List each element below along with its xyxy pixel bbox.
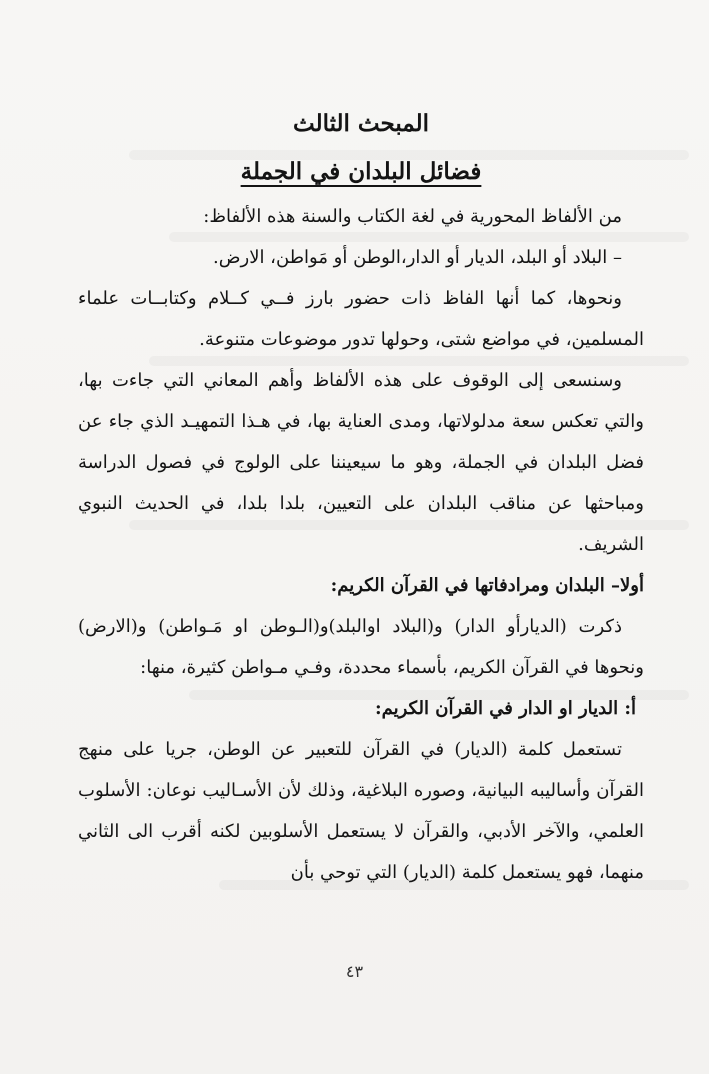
heading-quran-lands: أولا– البلدان ومرادفاتها في القرآن الكريم: bbox=[330, 575, 644, 596]
paragraph: تستعمل كلمة (الديار) في القرآن للتعبير عن الوطن، جريا على منهج القرآن وأساليبه البيانية، وصوره البلاغية، وذلك لأن الأسـاليب نوعان: الأسلوب العلمي، والآخر الأدبي، والقرآن لا يستعمل الأسلوبين لكنه أقرب الى الثاني منهما، فهو يستعمل كلمة (الديار) التي توحي بأن bbox=[78, 739, 644, 883]
heading-diyar: أ: الديار او الدار في القرآن الكريم: bbox=[374, 698, 636, 719]
paragraph: وسنسعى إلى الوقوف على هذه الألفاظ وأهم المعاني التي جاءت بها، والتي تعكس سعة مدلولاتها، ومدى العناية بها، في هـذا التمهيـد الذي جاء عن فضل البلدان في الجملة، وهو ما سيعيننا على الولوج في فصول الدراسة ومباحثها عن مناقب البلدان على التعيين، بلدا بلدا، في الحديث النبوي الشريف. bbox=[78, 370, 644, 555]
paragraph: ذكرت (الديارأو الدار) و(البلاد اوالبلد)و(الـوطن او مَـواطن) و(الارض) ونحوها في القرآن الكريم، بأسماء محددة، وفـي مـواطن كثيرة، منها: bbox=[78, 616, 644, 678]
page-content bbox=[78, 92, 644, 893]
paragraph: ونحوها، كما أنها الفاظ ذات حضور بارز فــي كــلام وكتابــات علماء المسلمين، في مواضع شتى، وحولها تدور موضوعات متنوعة. bbox=[78, 288, 644, 350]
paragraph: – البلاد أو البلد، الديار أو الدار،الوطن أو مَواطن، الارض. bbox=[213, 247, 622, 268]
section-title: المبحث الثالث bbox=[292, 110, 429, 137]
page-number: ٤٣ bbox=[345, 962, 364, 981]
paragraph: من الألفاظ المحورية في لغة الكتاب والسنة هذه الألفاظ: bbox=[203, 206, 622, 227]
section-subtitle: فضائل البلدان في الجملة bbox=[240, 158, 482, 185]
